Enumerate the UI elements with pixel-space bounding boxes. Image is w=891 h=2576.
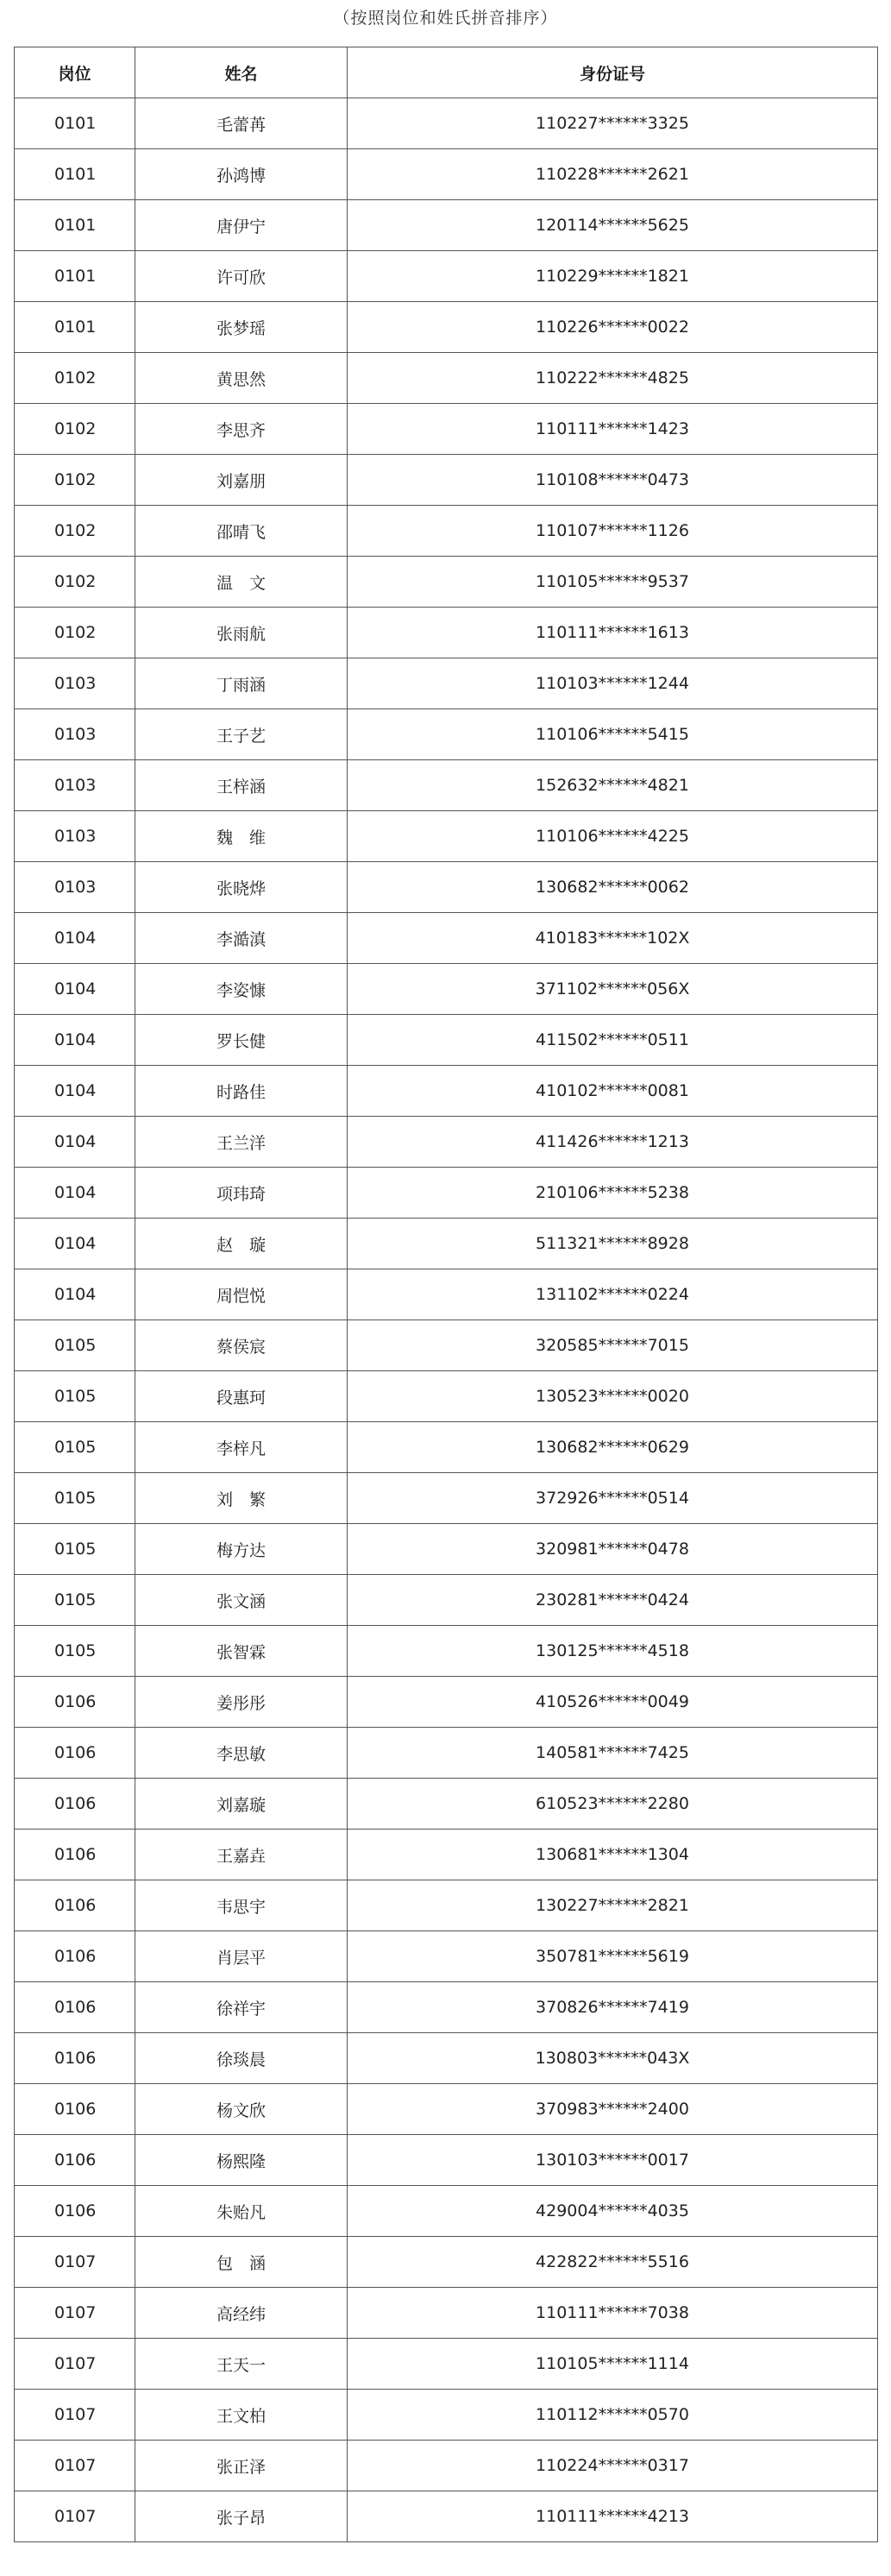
- cell-name: 张智霖: [135, 1626, 348, 1677]
- cell-id-number: 152632******4821: [348, 760, 878, 811]
- cell-post: 0101: [15, 200, 135, 251]
- cell-id-number: 110227******3325: [348, 98, 878, 149]
- cell-post: 0102: [15, 608, 135, 658]
- cell-post: 0106: [15, 1982, 135, 2033]
- cell-id-number: 110103******1244: [348, 658, 878, 709]
- cell-post: 0103: [15, 811, 135, 862]
- cell-id-number: 411426******1213: [348, 1117, 878, 1168]
- table-row: [15, 964, 878, 1015]
- table-row: [15, 404, 878, 455]
- cell-name: 项玮琦: [135, 1168, 348, 1219]
- cell-post: 0105: [15, 1422, 135, 1473]
- table-row: [15, 1830, 878, 1880]
- cell-post: 0105: [15, 1320, 135, 1371]
- table-row: [15, 1320, 878, 1371]
- table-row: [15, 2237, 878, 2288]
- cell-id-number: 410183******102X: [348, 913, 878, 964]
- table-row: [15, 506, 878, 557]
- cell-post: 0107: [15, 2339, 135, 2390]
- cell-id-number: 422822******5516: [348, 2237, 878, 2288]
- cell-id-number: 110107******1126: [348, 506, 878, 557]
- table-row: [15, 1779, 878, 1830]
- cell-id-number: 210106******5238: [348, 1168, 878, 1219]
- cell-post: 0104: [15, 1219, 135, 1269]
- cell-name: 王嘉垚: [135, 1830, 348, 1880]
- table-row: [15, 1575, 878, 1626]
- cell-post: 0103: [15, 658, 135, 709]
- cell-name: 张梦瑶: [135, 302, 348, 353]
- cell-id-number: 320585******7015: [348, 1320, 878, 1371]
- cell-name: 杨熙隆: [135, 2135, 348, 2186]
- cell-post: 0106: [15, 2186, 135, 2237]
- cell-post: 0102: [15, 557, 135, 608]
- table-row: [15, 1524, 878, 1575]
- cell-post: 0106: [15, 2084, 135, 2135]
- cell-post: 0103: [15, 760, 135, 811]
- cell-name: 李思敏: [135, 1728, 348, 1779]
- cell-name: 赵 璇: [135, 1219, 348, 1269]
- cell-id-number: 320981******0478: [348, 1524, 878, 1575]
- cell-name: 姜彤彤: [135, 1677, 348, 1728]
- cell-id-number: 110112******0570: [348, 2390, 878, 2441]
- table-row: [15, 1015, 878, 1066]
- cell-name: 梅方达: [135, 1524, 348, 1575]
- cell-id-number: 110111******4213: [348, 2491, 878, 2542]
- cell-id-number: 130125******4518: [348, 1626, 878, 1677]
- cell-id-number: 110108******0473: [348, 455, 878, 506]
- cell-name: 张晓烨: [135, 862, 348, 913]
- header-id-number: 身份证号: [348, 47, 878, 98]
- cell-post: 0101: [15, 302, 135, 353]
- cell-name: 高经纬: [135, 2288, 348, 2339]
- header-name: 姓名: [135, 47, 348, 98]
- cell-name: 孙鸿博: [135, 149, 348, 200]
- table-row: [15, 302, 878, 353]
- cell-post: 0102: [15, 455, 135, 506]
- cell-post: 0107: [15, 2288, 135, 2339]
- cell-name: 李澔滇: [135, 913, 348, 964]
- table-row: [15, 557, 878, 608]
- cell-id-number: 130227******2821: [348, 1880, 878, 1931]
- cell-post: 0106: [15, 2033, 135, 2084]
- cell-post: 0104: [15, 1117, 135, 1168]
- cell-name: 杨文欣: [135, 2084, 348, 2135]
- table-row: [15, 913, 878, 964]
- cell-id-number: 411502******0511: [348, 1015, 878, 1066]
- cell-id-number: 140581******7425: [348, 1728, 878, 1779]
- cell-name: 王子艺: [135, 709, 348, 760]
- cell-post: 0101: [15, 251, 135, 302]
- table-row: [15, 2186, 878, 2237]
- cell-post: 0104: [15, 1015, 135, 1066]
- cell-name: 唐伊宁: [135, 200, 348, 251]
- cell-id-number: 130681******1304: [348, 1830, 878, 1880]
- cell-id-number: 110106******4225: [348, 811, 878, 862]
- cell-post: 0106: [15, 1830, 135, 1880]
- cell-name: 罗长健: [135, 1015, 348, 1066]
- cell-name: 黄思然: [135, 353, 348, 404]
- table-body: [15, 98, 878, 2542]
- cell-post: 0107: [15, 2237, 135, 2288]
- cell-post: 0102: [15, 506, 135, 557]
- table-row: [15, 2339, 878, 2390]
- candidate-table: [14, 47, 878, 2542]
- cell-name: 邵晴飞: [135, 506, 348, 557]
- table-row: [15, 862, 878, 913]
- cell-post: 0104: [15, 964, 135, 1015]
- cell-post: 0105: [15, 1575, 135, 1626]
- cell-id-number: 110224******0317: [348, 2441, 878, 2491]
- table-row: [15, 455, 878, 506]
- cell-id-number: 130682******0062: [348, 862, 878, 913]
- cell-post: 0102: [15, 404, 135, 455]
- cell-name: 段惠珂: [135, 1371, 348, 1422]
- cell-name: 许可欣: [135, 251, 348, 302]
- cell-post: 0104: [15, 913, 135, 964]
- cell-id-number: 131102******0224: [348, 1269, 878, 1320]
- cell-name: 张雨航: [135, 608, 348, 658]
- table-row: [15, 2288, 878, 2339]
- cell-id-number: 110111******7038: [348, 2288, 878, 2339]
- cell-post: 0106: [15, 1677, 135, 1728]
- table-row: [15, 2441, 878, 2491]
- cell-name: 温 文: [135, 557, 348, 608]
- table-row: [15, 1117, 878, 1168]
- cell-post: 0107: [15, 2441, 135, 2491]
- table-header: [15, 47, 878, 98]
- cell-post: 0103: [15, 862, 135, 913]
- cell-name: 徐祥宇: [135, 1982, 348, 2033]
- cell-id-number: 410102******0081: [348, 1066, 878, 1117]
- cell-id-number: 130103******0017: [348, 2135, 878, 2186]
- cell-name: 朱贻凡: [135, 2186, 348, 2237]
- cell-name: 韦思宇: [135, 1880, 348, 1931]
- cell-post: 0107: [15, 2491, 135, 2542]
- cell-name: 丁雨涵: [135, 658, 348, 709]
- cell-name: 李姿慷: [135, 964, 348, 1015]
- cell-id-number: 429004******4035: [348, 2186, 878, 2237]
- cell-name: 王天一: [135, 2339, 348, 2390]
- cell-id-number: 130523******0020: [348, 1371, 878, 1422]
- cell-post: 0104: [15, 1269, 135, 1320]
- cell-id-number: 370983******2400: [348, 2084, 878, 2135]
- table-row: [15, 1269, 878, 1320]
- table-row: [15, 200, 878, 251]
- cell-post: 0104: [15, 1168, 135, 1219]
- cell-id-number: 130682******0629: [348, 1422, 878, 1473]
- table-row: [15, 149, 878, 200]
- table-row: [15, 1168, 878, 1219]
- cell-name: 时路佳: [135, 1066, 348, 1117]
- table-row: [15, 1728, 878, 1779]
- cell-name: 王兰洋: [135, 1117, 348, 1168]
- cell-name: 徐琰晨: [135, 2033, 348, 2084]
- cell-name: 包 涵: [135, 2237, 348, 2288]
- table-row: [15, 1066, 878, 1117]
- cell-name: 刘嘉朋: [135, 455, 348, 506]
- table-row: [15, 1422, 878, 1473]
- cell-name: 刘嘉璇: [135, 1779, 348, 1830]
- cell-id-number: 110105******1114: [348, 2339, 878, 2390]
- table-row: [15, 2084, 878, 2135]
- cell-post: 0101: [15, 98, 135, 149]
- cell-post: 0103: [15, 709, 135, 760]
- table-row: [15, 353, 878, 404]
- cell-name: 李梓凡: [135, 1422, 348, 1473]
- cell-post: 0107: [15, 2390, 135, 2441]
- table-row: [15, 98, 878, 149]
- cell-id-number: 110106******5415: [348, 709, 878, 760]
- cell-post: 0106: [15, 1779, 135, 1830]
- table-caption: （按照岗位和姓氏拼音排序）: [333, 9, 558, 28]
- cell-id-number: 130803******043X: [348, 2033, 878, 2084]
- cell-post: 0106: [15, 2135, 135, 2186]
- table-row: [15, 1219, 878, 1269]
- cell-name: 毛蕾苒: [135, 98, 348, 149]
- cell-name: 张子昂: [135, 2491, 348, 2542]
- cell-id-number: 110226******0022: [348, 302, 878, 353]
- table-row: [15, 2135, 878, 2186]
- table-row: [15, 658, 878, 709]
- table-row: [15, 1982, 878, 2033]
- table-row: [15, 2491, 878, 2542]
- table-row: [15, 1473, 878, 1524]
- cell-id-number: 230281******0424: [348, 1575, 878, 1626]
- cell-name: 周恺悦: [135, 1269, 348, 1320]
- table-row: [15, 811, 878, 862]
- table-row: [15, 1880, 878, 1931]
- cell-post: 0105: [15, 1371, 135, 1422]
- cell-post: 0105: [15, 1524, 135, 1575]
- header-post: 岗位: [15, 47, 135, 98]
- cell-post: 0106: [15, 1931, 135, 1982]
- cell-id-number: 110229******1821: [348, 251, 878, 302]
- cell-id-number: 110222******4825: [348, 353, 878, 404]
- cell-name: 李思齐: [135, 404, 348, 455]
- cell-post: 0105: [15, 1473, 135, 1524]
- cell-name: 王梓涵: [135, 760, 348, 811]
- cell-name: 肖层平: [135, 1931, 348, 1982]
- cell-name: 魏 维: [135, 811, 348, 862]
- cell-post: 0102: [15, 353, 135, 404]
- cell-post: 0106: [15, 1728, 135, 1779]
- header-row: [15, 47, 878, 98]
- cell-id-number: 410526******0049: [348, 1677, 878, 1728]
- cell-post: 0104: [15, 1066, 135, 1117]
- cell-name: 张文涵: [135, 1575, 348, 1626]
- cell-name: 刘 繁: [135, 1473, 348, 1524]
- table-row: [15, 1931, 878, 1982]
- table-row: [15, 1626, 878, 1677]
- table-row: [15, 1677, 878, 1728]
- cell-id-number: 110228******2621: [348, 149, 878, 200]
- cell-id-number: 120114******5625: [348, 200, 878, 251]
- cell-id-number: 371102******056X: [348, 964, 878, 1015]
- table-row: [15, 251, 878, 302]
- table-row: [15, 709, 878, 760]
- cell-name: 蔡侯宸: [135, 1320, 348, 1371]
- cell-name: 王文柏: [135, 2390, 348, 2441]
- cell-id-number: 350781******5619: [348, 1931, 878, 1982]
- table-row: [15, 2033, 878, 2084]
- cell-post: 0105: [15, 1626, 135, 1677]
- table-row: [15, 2390, 878, 2441]
- cell-name: 张正泽: [135, 2441, 348, 2491]
- cell-id-number: 372926******0514: [348, 1473, 878, 1524]
- table-row: [15, 760, 878, 811]
- cell-id-number: 110111******1423: [348, 404, 878, 455]
- cell-id-number: 610523******2280: [348, 1779, 878, 1830]
- cell-id-number: 110111******1613: [348, 608, 878, 658]
- cell-id-number: 110105******9537: [348, 557, 878, 608]
- cell-post: 0101: [15, 149, 135, 200]
- cell-post: 0106: [15, 1880, 135, 1931]
- table-row: [15, 1371, 878, 1422]
- cell-id-number: 370826******7419: [348, 1982, 878, 2033]
- table-row: [15, 608, 878, 658]
- cell-id-number: 511321******8928: [348, 1219, 878, 1269]
